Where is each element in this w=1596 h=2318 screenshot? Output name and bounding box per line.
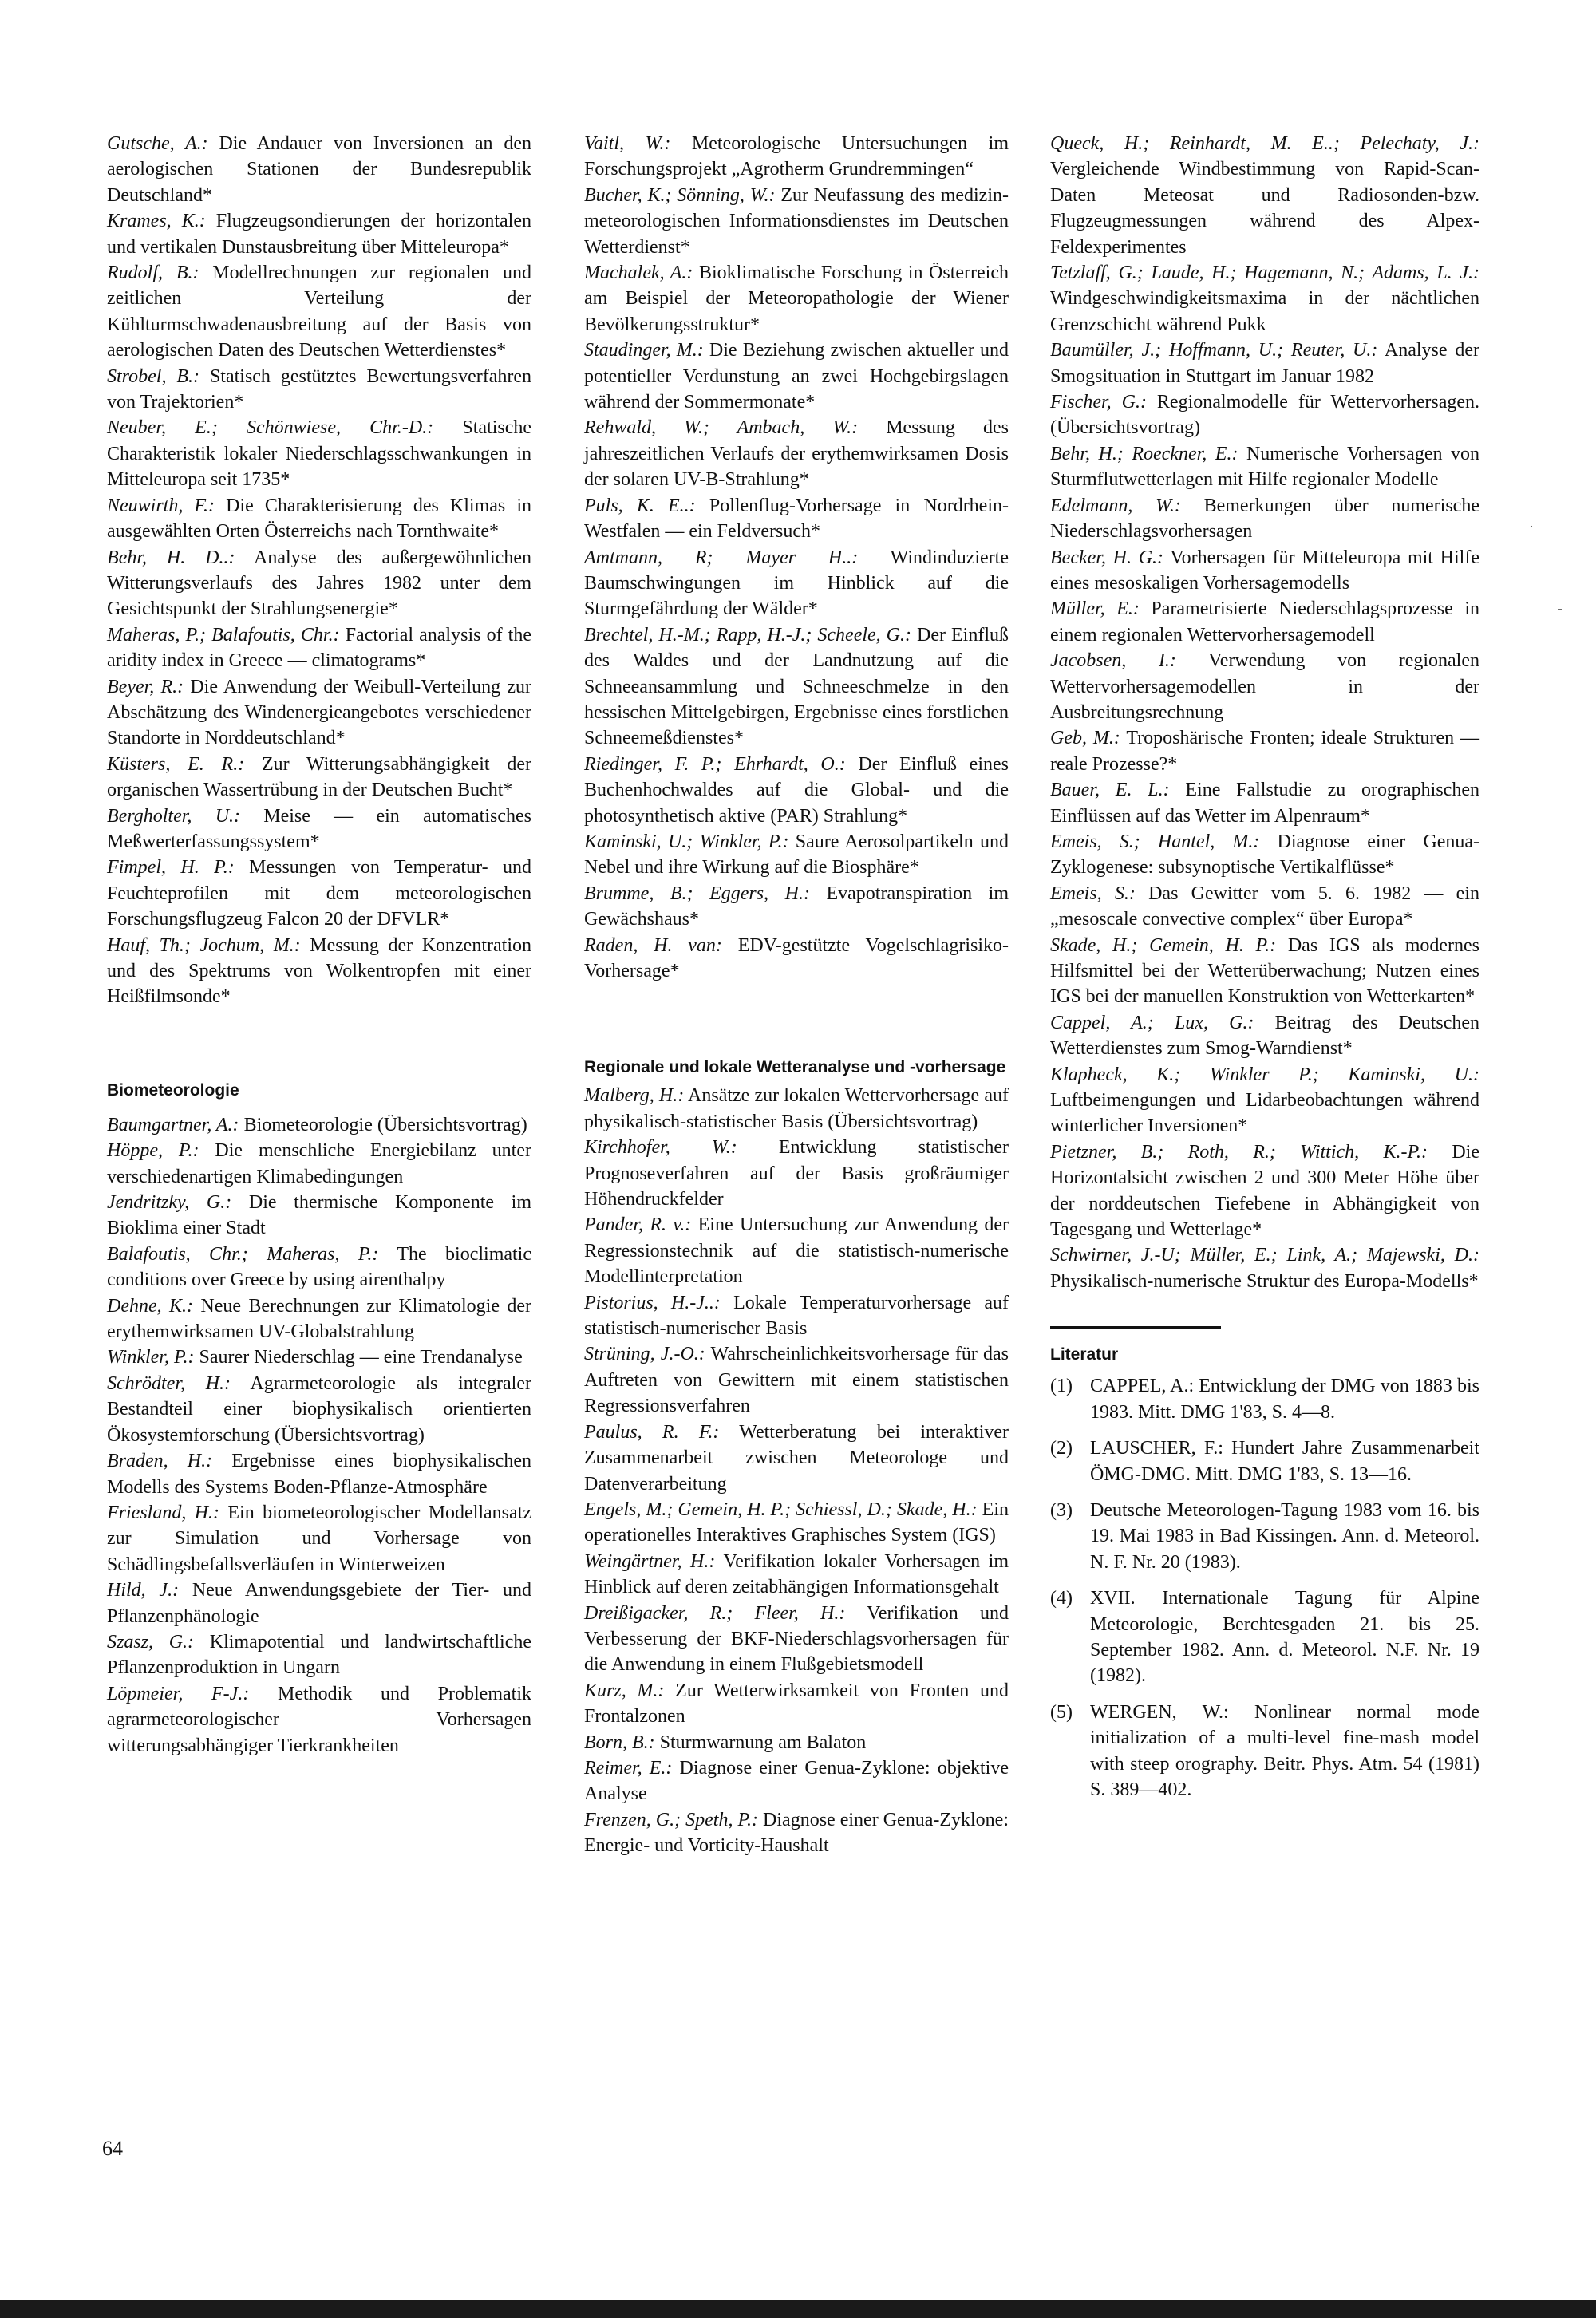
reference-text: LAUSCHER, F.: Hundert Jahre Zusammenarbeit ÖMG-DMG. Mitt. DMG 1'83, S. 13—16. <box>1090 1438 1479 1485</box>
entry-title: Neue Berechnungen zur Klimatologie der erythemwirksamen UV-Globalstrahlung <box>107 1295 531 1343</box>
bibliography-entry <box>584 1083 1009 1135</box>
bibliography-entry <box>584 829 1009 881</box>
entry-title: Messung des jahreszeitlichen Verlaufs der erythemwirksamen Dosis der solaren UV-B-Strahlung* <box>584 417 1009 491</box>
literature-list <box>1050 1373 1479 1803</box>
entry-author: Krames, K.: <box>107 211 206 232</box>
entry-title: Die Charakterisierung des Klimas in ausgewählten Orten Österreichs nach Tornthwaite* <box>107 495 532 543</box>
entry-author: Pietzner, B.; Roth, R.; Wittich, K.-P.: <box>1050 1141 1428 1163</box>
entry-author: Baumüller, J.; Hoffmann, U.; Reuter, U.: <box>1050 340 1378 361</box>
scan-speck: - <box>1558 600 1562 616</box>
entry-title: Modellrechnungen zur regionalen und zeitlichen Verteilung der Kühlturmschwadenausbreitung auf der Basis von aerologischen Daten des Deutschen Wetterdienstes* <box>107 263 531 361</box>
entry-author: Brumme, B.; Eggers, H.: <box>584 883 810 904</box>
entry-author: Friesland, H.: <box>107 1502 220 1523</box>
scan-edge-bar <box>0 2300 1596 2318</box>
entry-title: Wahrscheinlichkeitsvorhersage für das Auftreten von Gewittern mit einem statistischen Regressionsverfahren <box>584 1344 1009 1417</box>
entry-title: Windgeschwindigkeitsmaxima in der nächtlichen Grenzschicht während Pukk <box>1050 288 1479 335</box>
bibliography-entry <box>1050 933 1479 1010</box>
reference-number: (4) <box>1050 1588 1073 1609</box>
entry-title: Saure Aerosolpartikeln und Nebel und ihre Wirkung auf die Biosphäre* <box>584 831 1009 879</box>
entry-author: Gutsche, A.: <box>107 133 208 154</box>
entry-title: Windinduzierte Baumschwingungen im Hinblick auf die Sturmgefährdung der Wälder* <box>584 547 1009 620</box>
entry-author: Bergholter, U.: <box>107 805 241 827</box>
bibliography-entry <box>107 752 531 804</box>
bibliography-entry <box>107 1500 531 1578</box>
entry-author: Tetzlaff, G.; Laude, H.; Hagemann, N.; Adams, L. J.: <box>1050 263 1479 284</box>
bibliography-entry <box>584 1601 1009 1678</box>
entry-list-left <box>107 131 531 1010</box>
entry-author: Balafoutis, Chr.; Maheras, P.: <box>107 1243 379 1265</box>
bibliography-entry <box>584 1135 1009 1212</box>
page-number: 64 <box>102 2137 123 2160</box>
entry-title: Bemerkungen über numerische Niederschlagsvorhersagen <box>1050 495 1479 543</box>
bibliography-entry <box>107 622 531 674</box>
entry-author: Müller, E.: <box>1050 598 1140 620</box>
bibliography-entry <box>1050 441 1479 493</box>
entry-title: Statische Charakteristik lokaler Niederschlagsschwankungen in Mitteleuropa seit 1735* <box>107 417 531 491</box>
bibliography-entry <box>107 855 531 932</box>
column-left <box>107 131 531 1759</box>
bibliography-entry <box>1050 648 1479 725</box>
entry-author: Engels, M.; Gemein, H. P.; Schiessl, D.; Skade, H.: <box>584 1499 978 1520</box>
bibliography-entry <box>107 1138 531 1190</box>
entry-title: Luftbeimengungen und Lidarbeobachtungen während winterlicher Inversionen* <box>1050 1090 1479 1137</box>
bibliography-entry <box>1050 493 1479 545</box>
bibliography-entry <box>1050 338 1479 389</box>
entry-title: Factorial analysis of the aridity index in Greece — climatograms* <box>107 624 532 672</box>
reference-text: CAPPEL, A.: Entwicklung der DMG von 1883 bis 1983. Mitt. DMG 1'83, S. 4—8. <box>1090 1376 1479 1423</box>
entry-title: Ein operationelles Interaktives Graphisches System (IGS) <box>584 1499 1009 1546</box>
section-heading-regionale-wetteranalyse: Regionale und lokale Wetteranalyse und -vorhersage <box>584 1058 1006 1077</box>
bibliography-entry <box>1050 260 1479 338</box>
entry-title: Troposhärische Fronten; ideale Strukturen — reale Prozesse?* <box>1050 728 1479 775</box>
entry-title: Zur Neufassung des medizin-meteorologischen Informationsdienstes im Deutschen Wetterdienst* <box>584 184 1009 258</box>
bibliography-entry <box>584 1290 1009 1342</box>
entry-title: Zur Witterungsabhängigkeit der organischen Wassertrübung in der Deutschen Bucht* <box>107 753 531 801</box>
bibliography-entry <box>107 933 531 1010</box>
reference-number: (3) <box>1050 1499 1073 1521</box>
bibliography-entry <box>584 1807 1009 1859</box>
entry-author: Born, B.: <box>584 1732 655 1753</box>
entry-title: Der Einfluß des Waldes und der Landnutzung auf die Schneeansammlung und Schneeschmelze in den hessischen Mittelgebirgen, Ergebnisse eines forstlichen Schneemeßdienstes* <box>584 624 1009 749</box>
entry-title: Die Andauer von Inversionen an den aerologischen Stationen der Bundesrepublik Deutschland* <box>107 133 531 206</box>
entry-title: Messung der Konzentration und des Spektrums von Wolkentropfen mit einer Heißfilmsonde* <box>107 934 531 1008</box>
entry-author: Kirchhofer, W.: <box>584 1137 737 1159</box>
bibliography-entry <box>584 1497 1009 1549</box>
entry-title: Die Anwendung der Weibull-Verteilung zur Abschätzung des Windenergieangebotes verschiedener Standorte in Norddeutschland* <box>107 676 531 749</box>
bibliography-entry <box>584 622 1009 752</box>
entry-title: Diagnose einer Genua-Zyklone: Energie- und Vorticity-Haushalt <box>584 1809 1009 1857</box>
entry-author: Küsters, E. R.: <box>107 753 245 775</box>
reference-text: WERGEN, W.: Nonlinear normal mode initialization of a multi-level fine-mash model with steep orography. Beitr. Phys. Atm. 54 (1981) S. 389—402. <box>1090 1701 1479 1800</box>
bibliography-entry <box>584 1341 1009 1419</box>
bibliography-entry <box>107 131 531 208</box>
bibliography-entry <box>107 1242 531 1293</box>
entry-title: Verwendung von regionalen Wettervorhersagemodellen in der Ausbreitungsrechnung <box>1050 650 1479 723</box>
entry-author: Baumgartner, A.: <box>107 1114 239 1135</box>
bibliography-entry <box>584 1730 1009 1755</box>
entry-author: Neuwirth, F.: <box>107 495 215 516</box>
bibliography-entry <box>1050 725 1479 777</box>
literature-reference <box>1050 1700 1479 1803</box>
entry-title: Beitrag des Deutschen Wetterdienstes zum Smog-Warndienst* <box>1050 1012 1479 1060</box>
bibliography-entry <box>1050 881 1479 933</box>
reference-number: (2) <box>1050 1438 1073 1459</box>
entry-title: Bioklimatische Forschung in Österreich am Beispiel der Meteoropathologie der Wiener Bevölkerungsstruktur* <box>584 263 1009 335</box>
entry-author: Weingärtner, H.: <box>584 1550 716 1572</box>
entry-title: Die Beziehung zwischen aktueller und potentieller Verdunstung an zwei Hochgebirgslagen während der Sommermonate* <box>584 340 1009 413</box>
entry-author: Schwirner, J.-U; Müller, E.; Link, A.; Majewski, D.: <box>1050 1245 1479 1266</box>
entry-title: Das IGS als modernes Hilfsmittel bei der Wetterüberwachung; Nutzen eines IGS bei der manuellen Konstruktion von Wetterkarten* <box>1050 934 1479 1008</box>
bibliography-entry <box>584 1678 1009 1730</box>
entry-author: Dehne, K.: <box>107 1295 193 1317</box>
entry-title: Numerische Vorhersagen von Sturmflutwetterlagen mit Hilfe regionaler Modelle <box>1050 443 1479 491</box>
entry-title: Zur Wetterwirksamkeit von Fronten und Frontalzonen <box>584 1680 1009 1728</box>
bibliography-entry <box>107 674 531 752</box>
entry-title: Neue Anwendungsgebiete der Tier- und Pflanzenphänologie <box>107 1580 531 1627</box>
reference-text: Deutsche Meteorologen-Tagung 1983 vom 16. bis 19. Mai 1983 in Bad Kissingen. Ann. d. Meteorol. N. F. Nr. 20 (1983). <box>1090 1499 1479 1573</box>
scan-speck: · <box>1529 519 1534 535</box>
reference-text: XVII. Internationale Tagung für Alpine Meteorologie, Berchtesgaden 21. bis 25. September 1982. Ann. d. Meteorol. N.F. Nr. 19 (1982). <box>1090 1588 1479 1687</box>
entry-title: Statisch gestütztes Bewertungsverfahren von Trajektorien* <box>107 365 531 413</box>
entry-author: Frenzen, G.; Speth, P.: <box>584 1809 759 1830</box>
entry-author: Pander, R. v.: <box>584 1214 692 1236</box>
entry-title: Die menschliche Energiebilanz unter verschiedenartigen Klimabedingungen <box>107 1140 531 1187</box>
bibliography-entry <box>107 1629 531 1681</box>
entry-list-right <box>1050 131 1479 1294</box>
bibliography-entry <box>107 364 531 416</box>
reference-number: (1) <box>1050 1376 1073 1397</box>
entry-title: Der Einfluß eines Buchenhochwaldes auf die Global- und die photosynthetisch aktive (PAR) Strahlung* <box>584 753 1009 827</box>
bibliography-entry <box>1050 596 1479 648</box>
entry-author: Cappel, A.; Lux, G.: <box>1050 1012 1254 1033</box>
bibliography-entry <box>107 260 531 364</box>
section-heading-literatur: Literatur <box>1050 1345 1119 1364</box>
entry-author: Emeis, S.; Hantel, M.: <box>1050 831 1260 852</box>
bibliography-entry <box>584 260 1009 338</box>
bibliography-entry <box>107 804 531 855</box>
entry-author: Höppe, P.: <box>107 1140 200 1162</box>
entry-title: Ein biometeorologischer Modellansatz zur Simulation und Vorhersage von Schädlingsbefallsverläufen in Winterweizen <box>107 1502 531 1575</box>
entry-author: Fischer, G.: <box>1050 392 1147 413</box>
reference-number: (5) <box>1050 1701 1073 1723</box>
bibliography-entry <box>1050 777 1479 829</box>
bibliography-entry <box>584 415 1009 492</box>
entry-title: Messungen von Temperatur- und Feuchteprofilen mit dem meteorologischen Forschungsflugzeug Falcon 20 der DFVLR* <box>107 857 532 930</box>
entry-title: Eine Fallstudie zu orographischen Einflüssen auf das Wetter im Alpenraum* <box>1050 780 1479 827</box>
bibliography-entry <box>1050 389 1479 441</box>
bibliography-entry <box>584 545 1009 622</box>
bibliography-entry <box>107 493 531 545</box>
entry-title: Analyse der Smogsituation in Stuttgart im Januar 1982 <box>1050 340 1480 387</box>
entry-author: Malberg, H.: <box>584 1085 685 1107</box>
entry-author: Becker, H. G.: <box>1050 547 1164 568</box>
entry-author: Rudolf, B.: <box>107 263 200 284</box>
bibliography-entry <box>1050 131 1479 260</box>
bibliography-entry <box>584 933 1009 985</box>
entry-author: Maheras, P.; Balafoutis, Chr.: <box>107 624 340 646</box>
entry-title: Parametrisierte Niederschlagsprozesse in einem regionalen Wettervorhersagemodell <box>1050 598 1479 646</box>
entry-title: Agrarmeteorologie als integraler Bestandteil einer biophysikalisch orientierten Ökosystemforschung (Übersichtsvortrag) <box>107 1372 531 1446</box>
entry-author: Strüning, J.-O.: <box>584 1344 705 1365</box>
literature-reference <box>1050 1373 1479 1425</box>
entry-title: Lokale Temperaturvorhersage auf statistisch-numerischer Basis <box>584 1292 1009 1340</box>
section-divider <box>1050 1326 1221 1329</box>
entry-title: Wetterberatung bei interaktiver Zusammenarbeit zwischen Meteorologe und Datenverarbeitung <box>584 1421 1009 1495</box>
entry-author: Vaitl, W.: <box>584 133 671 154</box>
entry-title: Klimapotential und landwirtschaftliche Pflanzenproduktion in Ungarn <box>107 1631 532 1679</box>
entry-author: Emeis, S.: <box>1050 883 1136 904</box>
entry-title: Pollenflug-Vorhersage in Nordrhein-Westfalen — ein Feldversuch* <box>584 495 1009 543</box>
entry-author: Schrödter, H.: <box>107 1372 231 1394</box>
entry-list-middle <box>584 131 1009 984</box>
entry-author: Edelmann, W.: <box>1050 495 1181 516</box>
bibliography-entry <box>1050 1010 1479 1062</box>
bibliography-entry <box>1050 1139 1479 1243</box>
entry-author: Machalek, A.: <box>584 263 693 284</box>
entry-title: Biometeorologie (Übersichtsvortrag) <box>239 1114 527 1135</box>
bibliography-entry <box>107 1448 531 1500</box>
entry-author: Reimer, E.: <box>584 1757 673 1779</box>
bibliography-entry <box>1050 545 1479 597</box>
bibliography-entry <box>584 752 1009 829</box>
entry-author: Brechtel, H.-M.; Rapp, H.-J.; Scheele, G.: <box>584 624 911 646</box>
bibliography-entry <box>584 1212 1009 1289</box>
entry-author: Bauer, E. L.: <box>1050 780 1170 801</box>
entry-author: Löpmeier, F-J.: <box>107 1683 250 1704</box>
entry-title: Entwicklung statistischer Prognoseverfahren auf der Basis großräumiger Höhendruckfelder <box>584 1137 1009 1210</box>
entry-title: Vorhersagen für Mitteleuropa mit Hilfe eines mesoskaligen Vorhersagemodells <box>1050 547 1479 594</box>
entry-title: Diagnose einer Genua-Zyklogenese: subsynoptische Vertikalflüsse* <box>1050 831 1479 879</box>
entry-title: Sturmwarnung am Balaton <box>654 1732 867 1753</box>
entry-title: The bioclimatic conditions over Greece by using airenthalpy <box>107 1243 532 1291</box>
entry-author: Paulus, R. F.: <box>584 1421 720 1443</box>
entry-author: Jendritzky, G.: <box>107 1192 232 1214</box>
entry-title: Meise — ein automatisches Meßwerterfassungssystem* <box>107 805 531 852</box>
bibliography-entry <box>584 338 1009 415</box>
entry-title: Ansätze zur lokalen Wettervorhersage auf physikalisch-statistischer Basis (Übersichtsvortrag) <box>584 1085 1009 1132</box>
entry-author: Kurz, M.: <box>584 1680 665 1701</box>
entry-author: Strobel, B.: <box>107 365 200 387</box>
entry-author: Braden, H.: <box>107 1451 213 1472</box>
entry-title: Ergebnisse eines biophysikalischen Modells des Systems Boden-Pflanze-Atmosphäre <box>107 1451 531 1498</box>
entry-title: Physikalisch-numerische Struktur des Europa-Modells* <box>1050 1270 1479 1292</box>
bibliography-entry <box>107 1293 531 1345</box>
entry-title: Verifikation und Verbesserung der BKF-Niederschlagsvorhersagen für die Anwendung in einem Flußgebietsmodell <box>584 1602 1009 1676</box>
entry-title: Die thermische Komponente im Bioklima einer Stadt <box>107 1192 531 1239</box>
entry-title: Diagnose einer Genua-Zyklone: objektive Analyse <box>584 1757 1009 1805</box>
entry-author: Staudinger, M.: <box>584 340 704 361</box>
bibliography-entry <box>107 208 531 260</box>
column-middle <box>584 131 1009 1859</box>
entry-author: Behr, H.; Roeckner, E.: <box>1050 443 1238 464</box>
bibliography-entry <box>584 131 1009 183</box>
bibliography-entry <box>584 493 1009 545</box>
entry-title: Regionalmodelle für Wettervorhersagen. (Übersichtsvortrag) <box>1050 392 1479 439</box>
bibliography-entry <box>584 881 1009 933</box>
literature-reference <box>1050 1585 1479 1689</box>
entry-author: Hauf, Th.; Jochum, M.: <box>107 934 301 956</box>
bibliography-entry <box>107 1345 531 1370</box>
bibliography-entry <box>1050 1062 1479 1139</box>
entry-title: Meteorologische Untersuchungen im Forschungsprojekt „Agrotherm Grundremmingen“ <box>584 133 1009 180</box>
entry-author: Behr, H. D..: <box>107 547 235 568</box>
entry-author: Neuber, E.; Schönwiese, Chr.-D.: <box>107 417 434 439</box>
bibliography-entry <box>584 1420 1009 1497</box>
entry-author: Raden, H. van: <box>584 934 722 956</box>
entry-title: Methodik und Problematik agrarmeteorologischer Vorhersagen witterungsabhängiger Tierkrankheiten <box>107 1683 531 1756</box>
entry-title: Vergleichende Windbestimmung von Rapid-Scan-Daten Meteosat und Radiosonden-bzw. Flugzeugmessungen während des Alpex-Feldexperimentes <box>1050 159 1479 258</box>
literature-reference <box>1050 1435 1479 1487</box>
entry-author: Fimpel, H. P.: <box>107 857 235 879</box>
entry-author: Puls, K. E..: <box>584 495 696 516</box>
entry-author: Bucher, K.; Sönning, W.: <box>584 184 776 206</box>
entry-author: Rehwald, W.; Ambach, W.: <box>584 417 859 439</box>
entry-author: Beyer, R.: <box>107 676 184 697</box>
entry-author: Riedinger, F. P.; Ehrhardt, O.: <box>584 753 846 775</box>
entry-title: Analyse des außergewöhnlichen Witterungsverlaufs des Jahres 1982 unter dem Gesichtspunkt der Strahlungsenergie* <box>107 547 531 620</box>
entry-title: Saurer Niederschlag — eine Trendanalyse <box>194 1347 523 1368</box>
bibliography-entry <box>1050 1242 1479 1294</box>
entry-title: Die Horizontalsicht zwischen 2 und 300 Meter Höhe über der norddeutschen Tiefebene in Abhängigkeit von Tagesgang und Wetterlage* <box>1050 1141 1479 1241</box>
entry-author: Szasz, G.: <box>107 1631 195 1653</box>
entry-author: Pistorius, H.-J..: <box>584 1292 721 1313</box>
bibliography-entry <box>107 415 531 492</box>
entry-author: Geb, M.: <box>1050 728 1120 749</box>
entry-author: Winkler, P.: <box>107 1347 195 1368</box>
entry-author: Jacobsen, I.: <box>1050 650 1176 672</box>
entry-author: Queck, H.; Reinhardt, M. E..; Pelechaty, J.: <box>1050 133 1479 154</box>
bibliography-entry <box>107 1681 531 1759</box>
entry-title: Eine Untersuchung zur Anwendung der Regressionstechnik auf die statistisch-numerische Modellinterpretation <box>584 1214 1009 1288</box>
entry-list-regionale-wetteranalyse <box>584 1083 1009 1858</box>
entry-title: Flugzeugsondierungen der horizontalen und vertikalen Dunstausbreitung über Mitteleuropa* <box>107 211 531 258</box>
entry-title: Evapotranspiration im Gewächshaus* <box>584 883 1009 930</box>
entry-author: Amtmann, R; Mayer H..: <box>584 547 859 568</box>
bibliography-entry <box>584 1549 1009 1601</box>
entry-title: EDV-gestützte Vogelschlagrisiko-Vorhersage* <box>584 934 1009 981</box>
section-heading-biometeorologie: Biometeorologie <box>107 1080 239 1100</box>
entry-list-biometeorologie <box>107 1112 531 1759</box>
entry-author: Hild, J.: <box>107 1580 180 1601</box>
bibliography-entry <box>107 1578 531 1629</box>
bibliography-entry <box>107 1190 531 1242</box>
bibliography-entry <box>584 183 1009 260</box>
entry-title: Verifikation lokaler Vorhersagen im Hinblick auf deren zeitabhängigen Informationsgehalt <box>584 1550 1009 1598</box>
entry-author: Klapheck, K.; Winkler P.; Kaminski, U.: <box>1050 1064 1479 1085</box>
entry-author: Kaminski, U.; Winkler, P.: <box>584 831 789 852</box>
bibliography-entry <box>107 545 531 622</box>
entry-author: Skade, H.; Gemein, H. P.: <box>1050 934 1277 956</box>
bibliography-entry <box>584 1755 1009 1807</box>
bibliography-entry <box>1050 829 1479 881</box>
column-right <box>1050 131 1479 1813</box>
entry-title: Das Gewitter vom 5. 6. 1982 — ein „mesoscale convective complex“ über Europa* <box>1050 883 1479 930</box>
literature-reference <box>1050 1498 1479 1575</box>
entry-author: Dreißigacker, R.; Fleer, H.: <box>584 1602 846 1624</box>
bibliography-entry <box>107 1112 531 1138</box>
bibliography-entry <box>107 1371 531 1448</box>
